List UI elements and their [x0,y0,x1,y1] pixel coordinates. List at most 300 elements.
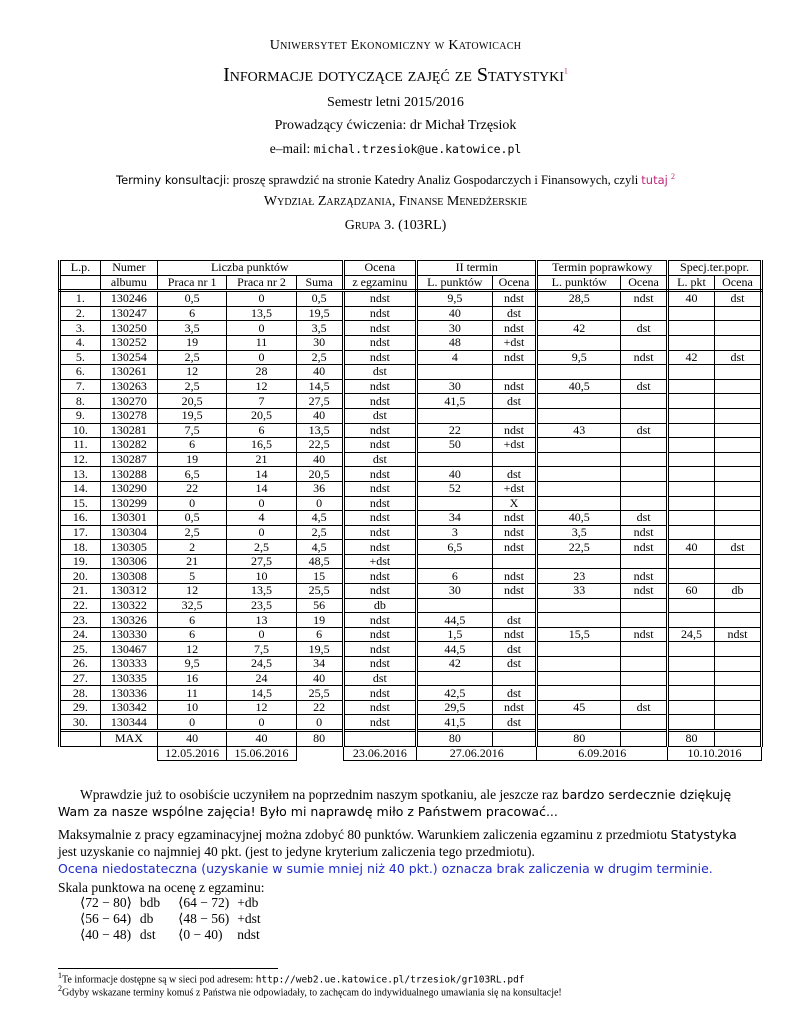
cell-work1: 11 [157,686,226,701]
cell-s-grade [714,438,761,453]
cell-r-points: 45 [537,700,621,715]
cell-r-points [537,686,621,701]
cell-t2-grade: ndst [492,584,537,599]
table-row [60,481,762,496]
cell-t2-points: 42 [417,657,493,672]
cell-work1: 32,5 [157,598,226,613]
cell-s-grade [714,715,761,731]
cell-work2: 0 [227,321,296,336]
cell-grade: ndst [343,379,416,394]
cell-album: 130308 [100,569,157,584]
cell-s-grade [714,452,761,467]
cell-s-points [668,365,715,380]
instructor: Prowadzący ćwiczenia: dr Michał Trzęsiok [274,118,517,133]
cell-grade: ndst [343,642,416,657]
cell-work1: 0 [157,715,226,731]
dates-blank-1 [60,746,101,761]
max-t2-points: 80 [417,731,493,747]
cell-t2-grade: dst [492,657,537,672]
cell-work2: 0 [227,496,296,511]
footnote-2-text: Gdyby wskazane terminy komuś z Państwa nie odpowiadały, to zachęcam do indywidualnego umawiania się na konsultacje! [62,987,562,999]
table-row [60,511,762,526]
cell-r-grade: ndst [621,350,668,365]
cell-grade: ndst [343,613,416,628]
cell-album: 130326 [100,613,157,628]
cell-t2-grade: dst [492,613,537,628]
cell-r-points [537,452,621,467]
cell-r-grade [621,715,668,731]
cell-album: 130254 [100,350,157,365]
cell-work2: 20,5 [227,408,296,423]
cell-work2: 13,5 [227,584,296,599]
cell-sum: 36 [296,481,343,496]
max-s-grade-blank [714,731,761,747]
cell-work1: 2,5 [157,379,226,394]
cell-s-grade [714,423,761,438]
cell-sum: 0 [296,715,343,731]
cell-album: 130304 [100,525,157,540]
header-sum: Suma [296,275,343,291]
cell-lp: 15. [60,496,101,511]
cell-s-grade: db [714,584,761,599]
cell-lp: 16. [60,511,101,526]
page-title-text: Informacje dotyczące zajęć ze Statystyki [223,64,564,86]
cell-r-grade [621,481,668,496]
table-row [60,423,762,438]
cell-t2-grade: dst [492,467,537,482]
cell-work2: 4 [227,511,296,526]
cell-s-points: 60 [668,584,715,599]
cell-sum: 40 [296,365,343,380]
table-row [60,584,762,599]
table-row [60,408,762,423]
cell-sum: 25,5 [296,686,343,701]
cell-album: 130250 [100,321,157,336]
cell-r-grade [621,657,668,672]
cell-sum: 3,5 [296,321,343,336]
cell-work1: 16 [157,671,226,686]
cell-t2-grade: +dst [492,438,537,453]
cell-work1: 7,5 [157,423,226,438]
cell-t2-points: 41,5 [417,394,493,409]
scale-row [80,927,269,943]
cell-sum: 48,5 [296,554,343,569]
cell-s-points [668,715,715,731]
cell-t2-points: 42,5 [417,686,493,701]
cell-album: 130335 [100,671,157,686]
cell-grade: ndst [343,525,416,540]
table-row [60,467,762,482]
cell-grade: ndst [343,467,416,482]
cell-work2: 0 [227,627,296,642]
cell-album: 130342 [100,700,157,715]
cell-t2-grade [492,365,537,380]
cell-album: 130282 [100,438,157,453]
table-row [60,686,762,701]
max-grade-blank [343,731,416,747]
cell-s-grade: dst [714,291,761,307]
header-t2-points: L. punktów [417,275,493,291]
cell-r-grade [621,438,668,453]
grades-table [58,260,763,761]
cell-r-grade: dst [621,511,668,526]
header-t2-grade: Ocena [492,275,537,291]
header-album-2: albumu [100,275,157,291]
cell-work1: 12 [157,365,226,380]
date-term2: 27.06.2016 [417,746,537,761]
cell-grade: ndst [343,350,416,365]
cell-s-grade [714,657,761,672]
cell-lp: 13. [60,467,101,482]
thanks-emphasis: bardzo serdecznie dziękuję Wam za nasze wspólne zajęcia! Było mi naprawdę miło z Państwem pracować... [58,787,732,819]
table-row [60,642,762,657]
cell-work1: 6 [157,438,226,453]
cell-grade: ndst [343,291,416,307]
cell-sum: 4,5 [296,540,343,555]
cell-work1: 12 [157,642,226,657]
table-row [60,321,762,336]
table-row [60,452,762,467]
cell-r-points: 40,5 [537,511,621,526]
cell-lp: 7. [60,379,101,394]
cell-r-grade: ndst [621,627,668,642]
cell-r-grade [621,394,668,409]
max-t2-grade-blank [492,731,537,747]
cell-work1: 19 [157,452,226,467]
cell-album: 130270 [100,394,157,409]
cell-grade: ndst [343,481,416,496]
cell-s-grade [714,321,761,336]
scale-range: ⟨0 − 40) [178,927,223,942]
cell-work1: 19 [157,335,226,350]
cell-grade: ndst [343,715,416,731]
table-row [60,306,762,321]
cell-r-points [537,467,621,482]
cell-grade: ndst [343,700,416,715]
cell-s-points [668,481,715,496]
cell-t2-grade: X [492,496,537,511]
cell-lp: 22. [60,598,101,613]
cell-work1: 21 [157,554,226,569]
cell-r-grade: dst [621,423,668,438]
cell-grade: ndst [343,511,416,526]
cell-r-points [537,394,621,409]
cell-grade: dst [343,452,416,467]
cell-album: 130322 [100,598,157,613]
cell-grade: ndst [343,423,416,438]
header-row-1 [60,261,762,276]
max-points-subject: Statystyka [670,827,737,842]
cell-s-points [668,613,715,628]
cell-s-points: 24,5 [668,627,715,642]
cell-album: 130312 [100,584,157,599]
cell-work1: 10 [157,700,226,715]
cell-r-points: 42 [537,321,621,336]
cell-s-grade [714,496,761,511]
cell-work1: 5 [157,569,226,584]
cell-lp: 10. [60,423,101,438]
cell-r-points: 33 [537,584,621,599]
cell-r-grade: ndst [621,584,668,599]
cell-grade: ndst [343,496,416,511]
table-row [60,627,762,642]
max-sum: 80 [296,731,343,747]
cell-grade: ndst [343,569,416,584]
cell-s-grade [714,335,761,350]
cell-s-points [668,335,715,350]
cell-album: 130336 [100,686,157,701]
header-retake: Termin poprawkowy [537,261,668,276]
cell-t2-grade [492,671,537,686]
header-grade-2: z egzaminu [343,275,416,291]
cell-t2-grade: ndst [492,379,537,394]
cell-t2-points: 30 [417,321,493,336]
cell-t2-grade: ndst [492,525,537,540]
table-row [60,598,762,613]
consultation-link[interactable]: tutaj [641,173,668,188]
cell-grade: dst [343,408,416,423]
cell-s-points [668,423,715,438]
cell-r-grade [621,467,668,482]
cell-lp: 14. [60,481,101,496]
cell-grade: dst [343,365,416,380]
cell-r-grade [621,671,668,686]
cell-t2-points [417,452,493,467]
cell-s-grade: dst [714,540,761,555]
cell-r-grade: dst [621,379,668,394]
cell-work2: 27,5 [227,554,296,569]
cell-lp: 29. [60,700,101,715]
cell-work2: 6 [227,423,296,438]
cell-sum: 4,5 [296,511,343,526]
max-points-text-1: Maksymalnie z pracy egzaminacyjnej można zdobyć 80 punktów. Warunkiem zaliczenia egzaminu z przedmiotu [58,827,671,842]
scale-row [80,895,269,911]
cell-sum: 6 [296,627,343,642]
scale-range: ⟨64 − 72) [178,895,230,910]
consultation-footnote-mark[interactable]: 2 [670,172,675,181]
cell-work2: 7,5 [227,642,296,657]
footnote-2-mark: 2 [58,984,62,993]
cell-work2: 21 [227,452,296,467]
cell-work1: 22 [157,481,226,496]
cell-r-grade [621,554,668,569]
title-footnote-mark[interactable]: 1 [563,66,568,76]
cell-t2-points [417,365,493,380]
cell-sum: 2,5 [296,350,343,365]
header-grade: Ocena [343,261,416,276]
header-work1: Praca nr 1 [157,275,226,291]
footnote-1-url[interactable]: http://web2.ue.katowice.pl/trzesiok/gr103RL.pdf [255,974,525,986]
cell-grade: ndst [343,584,416,599]
table-row [60,554,762,569]
cell-r-grade [621,452,668,467]
cell-t2-grade: dst [492,642,537,657]
cell-t2-points: 40 [417,467,493,482]
cell-sum: 0,5 [296,291,343,307]
cell-grade: ndst [343,657,416,672]
cell-work2: 12 [227,700,296,715]
cell-work2: 28 [227,365,296,380]
cell-lp: 4. [60,335,101,350]
date-work1: 12.05.2016 [157,746,226,761]
cell-s-grade [714,379,761,394]
scale-grade: +dst [237,911,261,926]
cell-s-grade: dst [714,350,761,365]
cell-s-grade [714,511,761,526]
cell-grade: ndst [343,627,416,642]
cell-album: 130246 [100,291,157,307]
cell-work2: 23,5 [227,598,296,613]
cell-r-grade [621,335,668,350]
cell-r-points [537,438,621,453]
cell-r-grade: ndst [621,540,668,555]
cell-work1: 6 [157,306,226,321]
consultation-text: : proszę sprawdzić na stronie Katedry Analiz Gospodarczych i Finansowych, czyli [226,173,642,188]
cell-work2: 0 [227,525,296,540]
cell-album: 130305 [100,540,157,555]
cell-album: 130261 [100,365,157,380]
cell-t2-grade [492,408,537,423]
cell-work2: 2,5 [227,540,296,555]
scale-grade: ndst [237,927,260,942]
cell-t2-points [417,496,493,511]
cell-sum: 27,5 [296,394,343,409]
table-row [60,365,762,380]
cell-lp: 3. [60,321,101,336]
cell-work2: 12 [227,379,296,394]
cell-t2-grade: ndst [492,540,537,555]
header-points: Liczba punktów [157,261,343,276]
grading-scale-table [80,895,269,943]
cell-r-grade: dst [621,700,668,715]
cell-t2-points: 44,5 [417,613,493,628]
cell-s-points [668,379,715,394]
cell-r-grade: ndst [621,525,668,540]
cell-t2-points: 30 [417,584,493,599]
table-row [60,350,762,365]
cell-r-points [537,715,621,731]
email-label: e–mail: [269,141,314,156]
cell-t2-points: 44,5 [417,642,493,657]
cell-sum: 22 [296,700,343,715]
date-retake: 6.09.2016 [537,746,668,761]
cell-album: 130252 [100,335,157,350]
cell-work1: 0 [157,496,226,511]
cell-s-grade [714,306,761,321]
scale-grade: db [139,911,154,926]
scale-title: Skala punktowa na ocenę z egzaminu: [58,880,265,895]
cell-album: 130344 [100,715,157,731]
cell-s-grade [714,394,761,409]
cell-s-points [668,394,715,409]
cell-work1: 6,5 [157,467,226,482]
cell-work1: 12 [157,584,226,599]
cell-album: 130290 [100,481,157,496]
cell-t2-points: 22 [417,423,493,438]
cell-t2-points: 3 [417,525,493,540]
cell-sum: 20,5 [296,467,343,482]
cell-s-grade [714,481,761,496]
cell-s-points [668,511,715,526]
cell-r-grade [621,306,668,321]
cell-r-points [537,335,621,350]
cell-s-points [668,306,715,321]
cell-t2-points: 41,5 [417,715,493,731]
cell-s-points [668,452,715,467]
table-row [60,715,762,731]
cell-sum: 40 [296,671,343,686]
cell-lp: 30. [60,715,101,731]
cell-album: 130467 [100,642,157,657]
cell-t2-points: 52 [417,481,493,496]
cell-lp: 12. [60,452,101,467]
cell-s-grade [714,525,761,540]
cell-album: 130333 [100,657,157,672]
footnote-1-text: Te informacje dostępne są w sieci pod adresem: [62,974,256,986]
header-r-points: L. punktów [537,275,621,291]
max-lp-blank [60,731,101,747]
max-points-paragraph [58,826,738,860]
cell-s-grade [714,642,761,657]
cell-album: 130301 [100,511,157,526]
header-s-points: L. pkt [668,275,715,291]
header-work2: Praca nr 2 [227,275,296,291]
cell-t2-grade: ndst [492,700,537,715]
cell-work2: 14 [227,481,296,496]
footnote-2 [58,983,562,999]
cell-s-points [668,642,715,657]
cell-s-grade [714,598,761,613]
cell-t2-points: 30 [417,379,493,394]
cell-lp: 27. [60,671,101,686]
cell-sum: 19 [296,613,343,628]
cell-r-points: 43 [537,423,621,438]
email-line [0,141,791,157]
cell-lp: 9. [60,408,101,423]
cell-t2-grade [492,598,537,613]
cell-s-grade [714,554,761,569]
date-exam: 23.06.2016 [343,746,416,761]
cell-r-grade [621,686,668,701]
cell-grade: ndst [343,335,416,350]
date-special: 10.10.2016 [668,746,762,761]
cell-t2-grade: +dst [492,335,537,350]
cell-grade: db [343,598,416,613]
cell-work2: 7 [227,394,296,409]
cell-s-points [668,408,715,423]
table-row [60,496,762,511]
cell-grade: dst [343,671,416,686]
header-r-grade: Ocena [621,275,668,291]
cell-r-points [537,481,621,496]
cell-s-grade [714,467,761,482]
cell-album: 130278 [100,408,157,423]
cell-work1: 6 [157,613,226,628]
cell-r-points [537,657,621,672]
cell-r-grade: ndst [621,569,668,584]
email-address[interactable]: michal.trzesiok@ue.katowice.pl [313,142,522,156]
cell-s-points [668,671,715,686]
max-points-text-2: jest uzyskanie co najmniej 40 pkt. (jest to jedyne kryterium zaliczenia tego przedmiotu). [58,844,535,859]
cell-work1: 3,5 [157,321,226,336]
cell-s-grade [714,700,761,715]
cell-t2-grade: ndst [492,321,537,336]
cell-lp: 26. [60,657,101,672]
cell-r-points: 3,5 [537,525,621,540]
cell-t2-points: 40 [417,306,493,321]
cell-lp: 21. [60,584,101,599]
cell-work2: 13 [227,613,296,628]
